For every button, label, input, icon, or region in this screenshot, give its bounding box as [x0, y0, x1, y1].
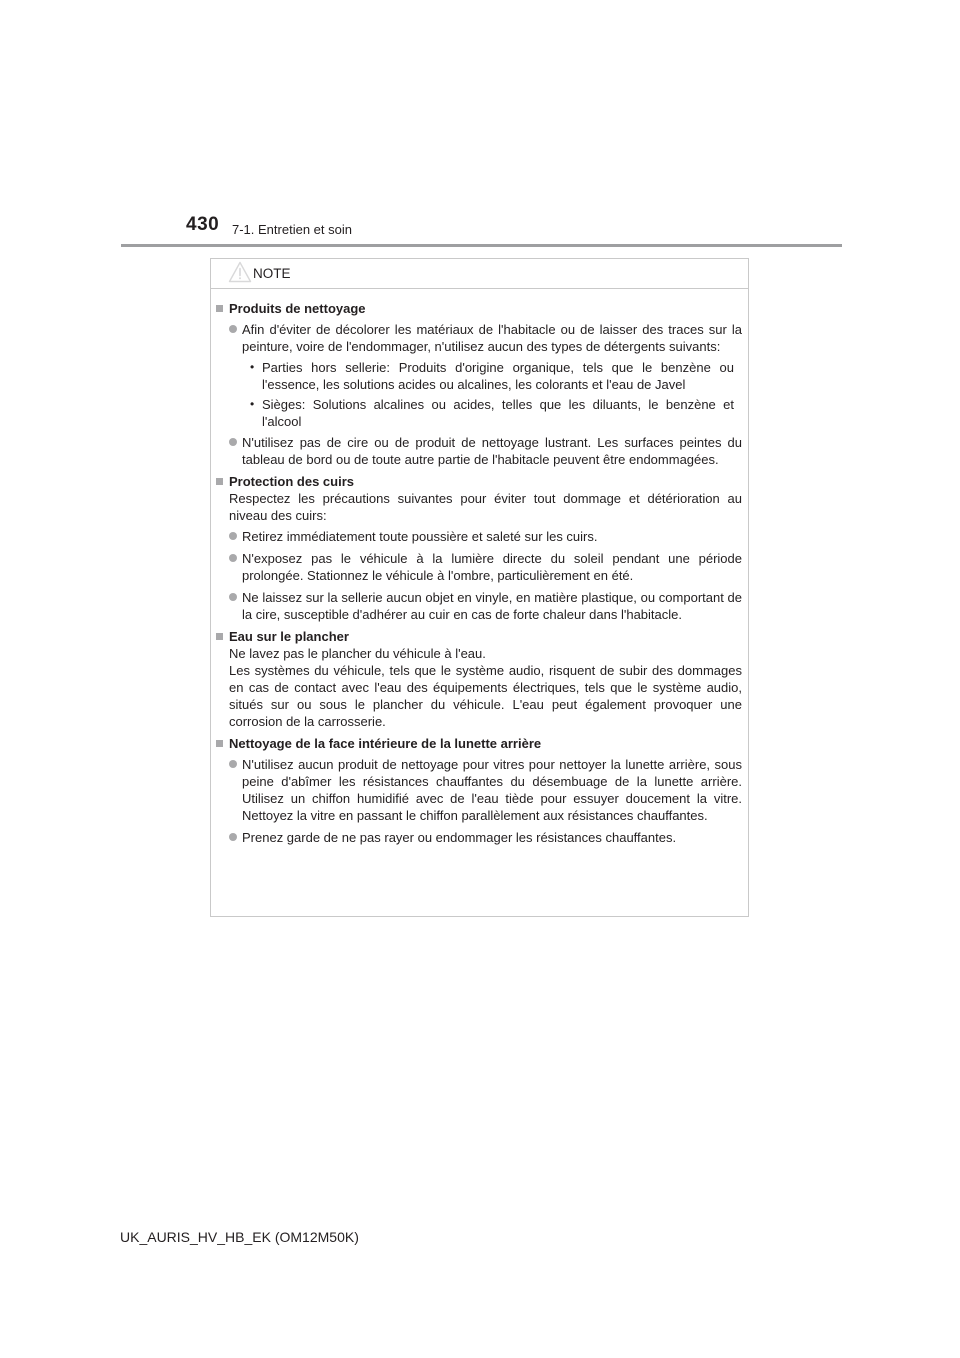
- section-heading-floor-water: Eau sur le plancher: [216, 628, 742, 645]
- section-text: Ne lavez pas le plancher du véhicule à l'eau.: [229, 646, 486, 661]
- circle-bullet-icon: [229, 325, 237, 333]
- note-box: [210, 258, 749, 917]
- list-item: Retirez immédiatement toute poussière et saleté sur les cuirs.: [216, 528, 742, 545]
- list-item: Prenez garde de ne pas rayer ou endommager les résistances chauffantes.: [216, 829, 742, 846]
- section-title: 7-1. Entretien et soin: [232, 222, 352, 237]
- section-heading-rear-window: Nettoyage de la face intérieure de la lunette arrière: [216, 735, 742, 752]
- list-item: N'exposez pas le véhicule à la lumière directe du soleil pendant une période prolongée. Stationnez le véhicule à l'ombre, particulièrement en été.: [216, 550, 742, 584]
- section-heading-cleaning-products: Produits de nettoyage: [216, 300, 742, 317]
- list-item: N'utilisez aucun produit de nettoyage pour vitres pour nettoyer la lunette arrière, sous peine d'abîmer les résistances chauffantes du désembuage de la lunette arrière. Utilisez un chiffon humidifié avec de l'eau tiède pour essuyer doucement la vitre. Nettoyez la vitre en passant le chiffon parallèlement aux résistances chauffantes.: [216, 756, 742, 824]
- dot-bullet-icon: •: [250, 397, 255, 411]
- circle-bullet-icon: [229, 438, 237, 446]
- square-bullet-icon: [216, 633, 223, 640]
- circle-bullet-icon: [229, 554, 237, 562]
- circle-bullet-icon: [229, 532, 237, 540]
- square-bullet-icon: [216, 478, 223, 485]
- warning-triangle-icon: [228, 261, 252, 283]
- note-header: [211, 259, 748, 289]
- square-bullet-icon: [216, 305, 223, 312]
- circle-bullet-icon: [229, 833, 237, 841]
- dot-bullet-icon: •: [250, 360, 255, 374]
- header-rule: [121, 244, 842, 247]
- list-item: N'utilisez pas de cire ou de produit de nettoyage lustrant. Les surfaces peintes du tableau de bord ou de toute autre partie de l'habitacle peuvent être endommagées.: [216, 434, 742, 468]
- list-item: Afin d'éviter de décolorer les matériaux de l'habitacle ou de laisser des traces sur la peinture, voire de l'endommager, n'utilisez aucun des types de détergents suivants:: [216, 321, 742, 355]
- footer-doc-code: UK_AURIS_HV_HB_EK (OM12M50K): [120, 1229, 359, 1245]
- circle-bullet-icon: [229, 760, 237, 768]
- section-heading-leather: Protection des cuirs: [216, 473, 742, 490]
- list-item: Ne laissez sur la sellerie aucun objet en vinyle, en matière plastique, ou comportant de la cire, susceptible d'adhérer au cuir en cas de forte chaleur dans l'habitacle.: [216, 589, 742, 623]
- sub-list-item: • Parties hors sellerie: Produits d'origine organique, tels que le benzène ou l'essence, les solutions acides ou alcalines, les colorants et l'eau de Javel: [250, 360, 734, 392]
- note-body: [211, 289, 748, 846]
- section-text: Les systèmes du véhicule, tels que le système audio, risquent de subir des dommages en cas de contact avec l'eau des équipements électriques, tels que le système audio, situés sur ou sous le plancher du véhicule. L'eau peut également provoquer une corrosion de la carrosserie.: [229, 663, 742, 729]
- sub-list-item: • Sièges: Solutions alcalines ou acides, telles que les diluants, le benzène et l'alcool: [250, 397, 734, 429]
- circle-bullet-icon: [229, 593, 237, 601]
- section-text: Respectez les précautions suivantes pour éviter tout dommage et détérioration au niveau des cuirs:: [229, 491, 742, 523]
- page-number: 430: [186, 214, 220, 235]
- square-bullet-icon: [216, 740, 223, 747]
- note-title: NOTE: [253, 266, 291, 281]
